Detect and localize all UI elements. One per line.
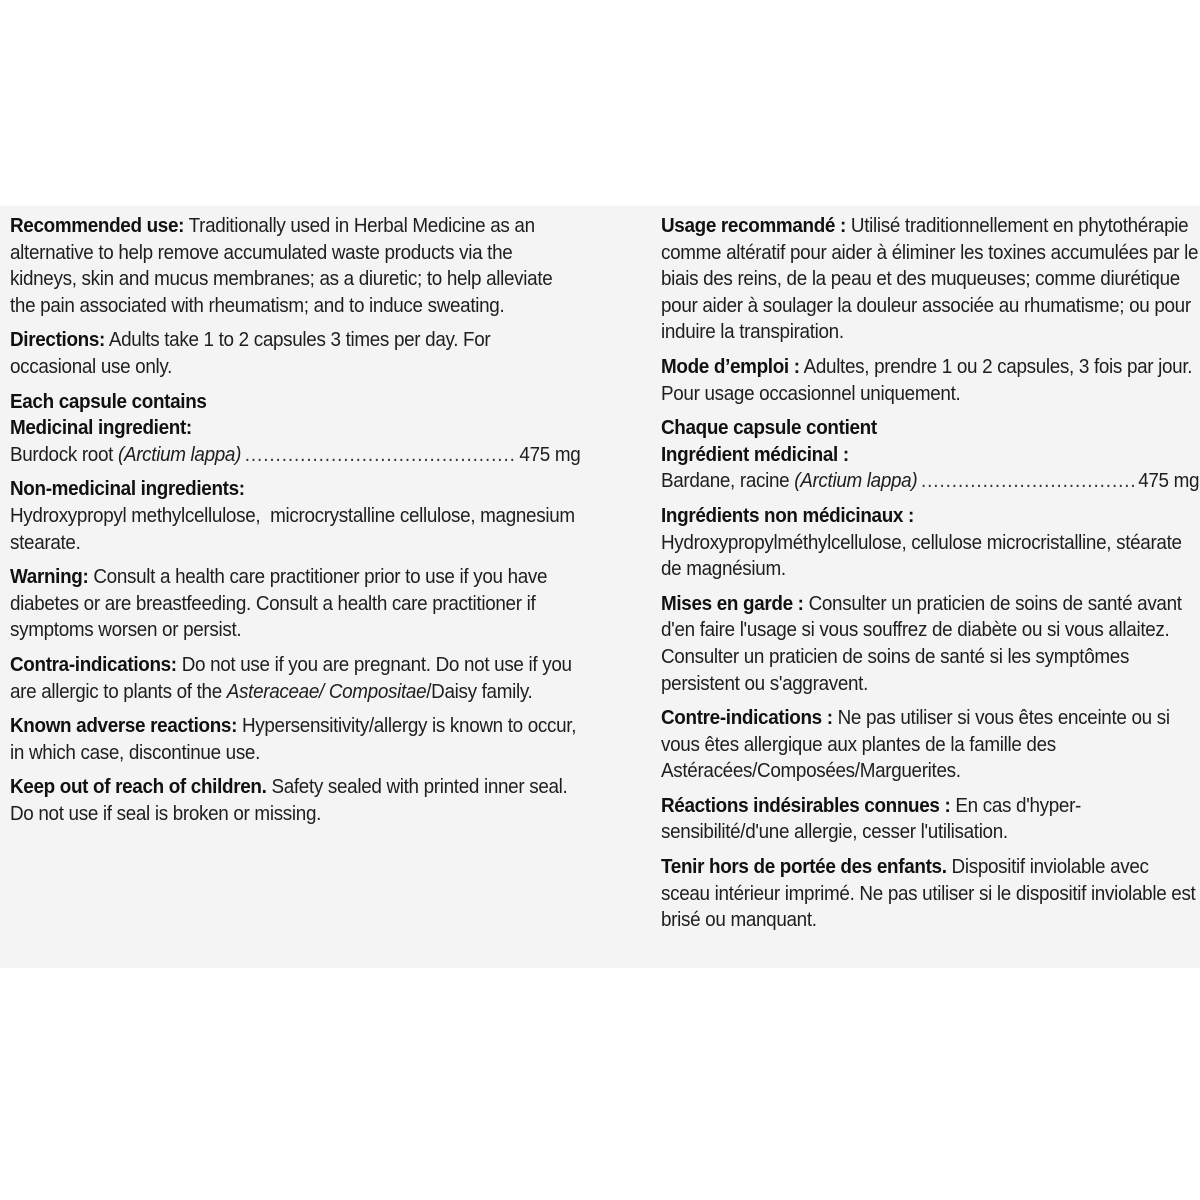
- fr-directions: [661, 354, 1199, 407]
- french-column: [661, 213, 1199, 934]
- fr-non-medicinal: [661, 503, 1199, 583]
- en-keep-label: Keep out of reach of children.: [10, 775, 267, 799]
- en-recommended-use-label: Recommended use:: [10, 214, 185, 237]
- fr-keep-out: [661, 854, 1199, 934]
- fr-adverse-label: Réactions indésirables connues :: [661, 793, 951, 817]
- fr-medicinal-label: Ingrédient médicinal :: [661, 442, 849, 466]
- fr-contra-label: Contre-indications :: [661, 706, 833, 730]
- en-adverse-label: Known adverse reactions:: [10, 714, 238, 738]
- en-keep-text: Safety sealed with printed inner seal. Do not use if seal is broken or missing.: [10, 775, 568, 825]
- fr-contra-text: Ne pas utiliser si vous êtes enceinte ou si vous êtes allergique aux plantes de la famille des Astéracées/Composées/Marguerites.: [661, 706, 1170, 783]
- fr-adverse-reactions: [661, 793, 1199, 846]
- en-warning-text: Consult a health care practitioner prior to use if you have diabetes or are breastfeeding. Consult a health care practitioner if symptoms worsen or persist.: [10, 565, 548, 642]
- en-ingredients: [10, 389, 580, 469]
- en-directions: [10, 327, 580, 380]
- fr-ingredient-name: Bardane, racine: [661, 469, 790, 493]
- fr-non-medicinal-text: Hydroxypropylméthylcellulose, cellulose microcristalline, stéarate de magnésium.: [661, 530, 1182, 581]
- en-directions-label: Directions:: [10, 328, 105, 352]
- en-ingredient-row: [10, 442, 580, 469]
- fr-each-capsule-label: Chaque capsule contient: [661, 416, 877, 440]
- fr-warning-text: Consulter un praticien de soins de santé avant d'en faire l'usage si vous souffrez de diabète ou si vous allaitez. Consulter un praticien de soins de santé si les symptômes persistent ou s'aggravent.: [661, 591, 1182, 695]
- fr-adverse-text: En cas d'hyper-sensibilité/d'une allergie, cesser l'utilisation.: [661, 793, 1082, 844]
- fr-recommended-use-label: Usage recommandé :: [661, 214, 846, 237]
- fr-directions-label: Mode d’emploi :: [661, 354, 800, 378]
- fr-contra-indications: [661, 705, 1199, 785]
- fr-warning: [661, 591, 1199, 697]
- fr-ingredients: [661, 415, 1199, 495]
- fr-warning-label: Mises en garde :: [661, 591, 804, 615]
- fr-recommended-use: [661, 213, 1199, 346]
- fr-ingredient-latin: (Arctium lappa): [794, 469, 918, 493]
- en-contra-text-2: /Daisy family.: [426, 679, 533, 703]
- en-non-medicinal: [10, 476, 580, 556]
- english-column: [10, 213, 580, 827]
- en-each-capsule-label: Each capsule contains: [10, 389, 207, 413]
- en-ingredient-amount: 475 mg: [519, 442, 581, 466]
- en-medicinal-label: Medicinal ingredient:: [10, 416, 192, 440]
- en-non-medicinal-text: Hydroxypropyl methylcellulose, microcrystalline cellulose, magnesium stearate.: [10, 503, 580, 554]
- en-contra-indications: [10, 652, 580, 705]
- en-recommended-use: [10, 213, 580, 319]
- en-ingredient-name: Burdock root: [10, 442, 114, 466]
- en-warning-label: Warning:: [10, 565, 89, 589]
- en-adverse-reactions: [10, 713, 580, 766]
- en-keep-out: [10, 774, 580, 827]
- en-non-medicinal-label: Non-medicinal ingredients:: [10, 477, 245, 501]
- en-ingredient-leader: [245, 442, 516, 469]
- en-recommended-use-text: Traditionally used in Herbal Medicine as an alternative to help remove accumulated waste products via the kidneys, skin and mucus membranes; as a diuretic; to help alleviate the pain associated with rheumatism; and to induce sweating.: [10, 214, 553, 317]
- fr-ingredient-amount: 475 mg: [1138, 469, 1200, 493]
- en-contra-text-1: Do not use if you are pregnant. Do not use if you are allergic to plants of the: [10, 652, 572, 703]
- en-warning: [10, 564, 580, 644]
- fr-directions-text: Adultes, prendre 1 ou 2 capsules, 3 fois par jour. Pour usage occasionnel uniquement.: [661, 354, 1193, 405]
- fr-non-medicinal-label: Ingrédients non médicinaux :: [661, 503, 914, 527]
- en-ingredient-latin: (Arctium lappa): [117, 442, 242, 466]
- fr-ingredient-row: [661, 468, 1199, 495]
- en-contra-label: Contra-indications:: [10, 652, 177, 676]
- fr-keep-label: Tenir hors de portée des enfants.: [661, 855, 947, 879]
- fr-recommended-use-text: Utilisé traditionnellement en phytothérapie comme altératif pour aider à éliminer les toxines accumulées par le biais des reins, de la peau et des muqueuses; comme diurétique pour aider à soulager la douleur associée au rhumatisme; ou pour induire la transpiration.: [661, 214, 1199, 344]
- fr-keep-text: Dispositif inviolable avec sceau intérieur imprimé. Ne pas utiliser si le dispositif inviolable est brisé ou manquant.: [661, 855, 1196, 932]
- fr-ingredient-leader: [921, 468, 1135, 495]
- en-adverse-text: Hypersensitivity/allergy is known to occur, in which case, discontinue use.: [10, 714, 577, 764]
- en-contra-italic: Asteraceae/ Compositae: [226, 679, 427, 703]
- en-directions-text: Adults take 1 to 2 capsules 3 times per day. For occasional use only.: [10, 328, 491, 378]
